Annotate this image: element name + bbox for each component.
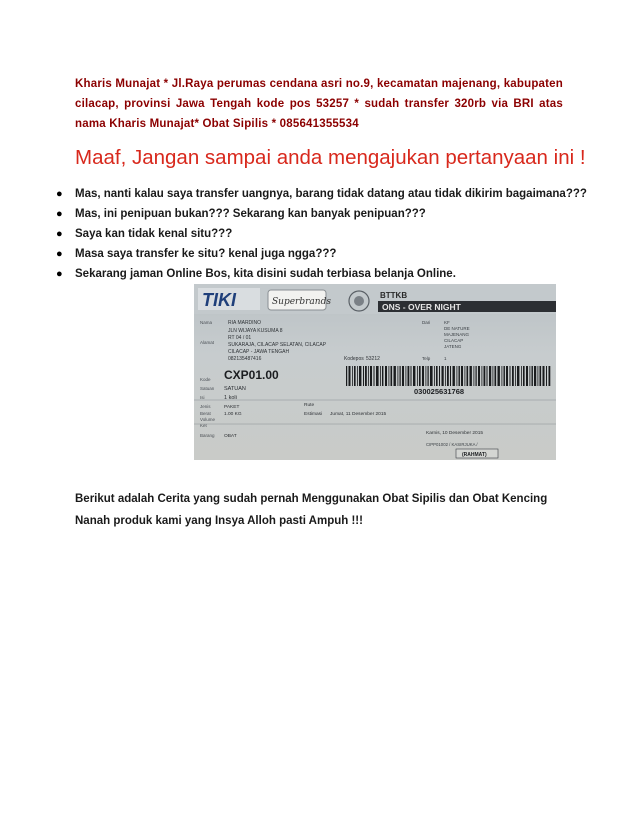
bullet-icon: ●	[56, 228, 63, 240]
bullet-icon: ●	[56, 248, 63, 260]
svg-text:Superbrands: Superbrands	[272, 297, 331, 307]
svg-text:1.00 KG: 1.00 KG	[224, 412, 242, 417]
svg-text:SUKARAJA, CILACAP SELATAN, CIL: SUKARAJA, CILACAP SELATAN, CILACAP	[228, 342, 327, 348]
svg-text:Kodepos: Kodepos	[344, 356, 364, 362]
svg-text:Isi: Isi	[200, 395, 205, 400]
bullet-icon: ●	[56, 208, 63, 220]
svg-text:JLN WIJAYA KUSUMA 8: JLN WIJAYA KUSUMA 8	[228, 328, 283, 334]
svg-text:1 koli: 1 koli	[224, 395, 237, 401]
svg-text:Satuan: Satuan	[200, 386, 215, 391]
shipping-receipt-photo	[194, 284, 556, 460]
question-text: Mas, nanti kalau saya transfer uangnya, barang tidak datang atau tidak dikirim bagaimana???	[75, 188, 587, 200]
question-text: Mas, ini penipuan bukan??? Sekarang kan banyak penipuan???	[75, 208, 426, 220]
svg-text:(RAHMAT): (RAHMAT)	[462, 452, 487, 458]
svg-text:OBAT: OBAT	[224, 434, 237, 439]
svg-text:Kode: Kode	[200, 377, 211, 382]
svg-text:RT 04 / 01: RT 04 / 01	[228, 335, 252, 341]
svg-text:Barang: Barang	[200, 433, 215, 438]
superbrands-badge	[268, 290, 331, 310]
svg-text:53212: 53212	[366, 356, 380, 362]
svg-text:Alamat: Alamat	[200, 340, 215, 345]
closing-paragraph: Berikut adalah Cerita yang sudah pernah Menggunakan Obat Sipilis dan Obat Kencing Nanah produk kami yang Insya Alloh pasti Ampuh !!!	[75, 493, 548, 527]
question-text: Saya kan tidak kenal situ???	[75, 228, 233, 240]
svg-text:BTTKB: BTTKB	[380, 291, 408, 300]
svg-text:Nama: Nama	[200, 320, 213, 325]
svg-text:Jumat, 11 Desember 2015: Jumat, 11 Desember 2015	[330, 412, 387, 417]
svg-text:Dari: Dari	[422, 320, 431, 325]
contact-paragraph: Kharis Munajat * Jl.Raya perumas cendana asri no.9, kecamatan majenang, kabupaten cilacap, provinsi Jawa Tengah kode pos 53257 * sudah transfer 320rb via BRI atas nama Kharis Munajat* Obat Sipilis * 085641355534	[75, 78, 563, 130]
svg-text:Jenis: Jenis	[200, 404, 211, 409]
svg-text:Volume: Volume	[200, 417, 216, 422]
svg-text:Karnis, 10 Desember 2015: Karnis, 10 Desember 2015	[426, 431, 484, 436]
svg-text:RIA MARDINO: RIA MARDINO	[228, 320, 262, 326]
svg-text:1: 1	[444, 356, 447, 361]
svg-text:082135487416: 082135487416	[228, 356, 262, 362]
svg-text:Telp: Telp	[422, 356, 431, 361]
question-text: Masa saya transfer ke situ? kenal juga ngga???	[75, 248, 337, 260]
svg-text:KF: KF	[444, 320, 450, 325]
tiki-logo	[198, 288, 260, 310]
svg-text:Estimasi: Estimasi	[304, 412, 323, 417]
svg-text:Ket: Ket	[200, 423, 207, 428]
svg-text:CILACAP: CILACAP	[444, 338, 464, 343]
emblem-center-icon	[354, 296, 364, 306]
bullet-icon: ●	[56, 268, 63, 280]
svg-text:PAKET: PAKET	[224, 405, 240, 410]
svg-text:Berat: Berat	[200, 411, 211, 416]
svg-text:MAJENANG: MAJENANG	[444, 332, 470, 337]
svg-text:JATENG: JATENG	[444, 344, 462, 349]
svg-text:CIPP01002 / KASIRJUKA /: CIPP01002 / KASIRJUKA /	[426, 442, 478, 447]
svg-text:030025631768: 030025631768	[414, 387, 465, 396]
page-heading: Maaf, Jangan sampai anda mengajukan pertanyaan ini !	[75, 146, 586, 169]
svg-text:CXP01.00: CXP01.00	[224, 368, 279, 382]
svg-text:CILACAP - JAWA TENGAH: CILACAP - JAWA TENGAH	[228, 349, 290, 355]
receipt-drawing	[194, 284, 556, 460]
question-text: Sekarang jaman Online Bos, kita disini sudah terbiasa belanja Online.	[75, 268, 456, 280]
svg-text:SATUAN: SATUAN	[224, 386, 246, 392]
barcode	[346, 366, 550, 386]
svg-text:DE NATURE: DE NATURE	[444, 326, 470, 331]
svg-text:Rute: Rute	[304, 403, 315, 408]
svg-text:TIKI: TIKI	[202, 290, 236, 310]
svg-text:ONS - OVER NIGHT: ONS - OVER NIGHT	[382, 302, 461, 312]
bullet-icon: ●	[56, 188, 63, 200]
